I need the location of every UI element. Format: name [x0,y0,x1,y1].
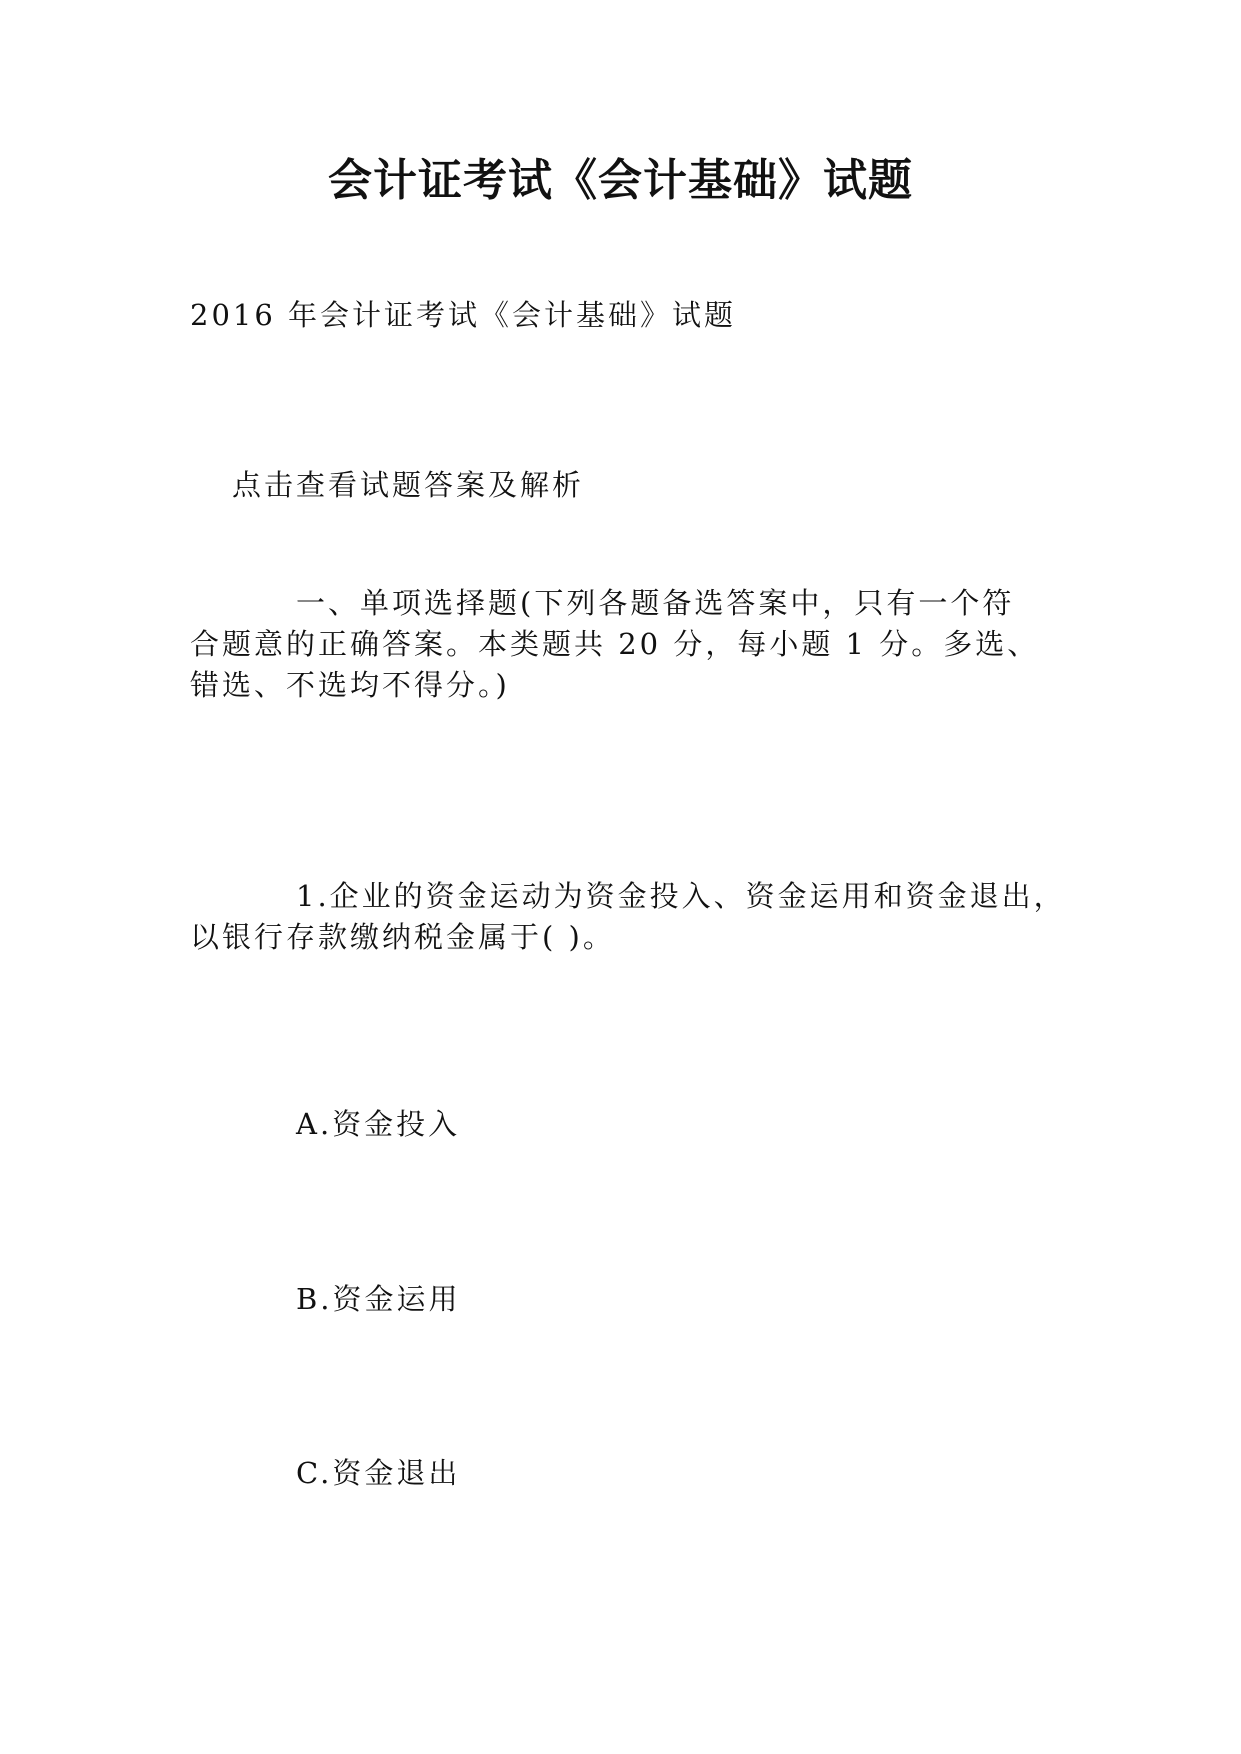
section-heading-line: 错选、不选均不得分。) [190,668,510,702]
section-heading-line: 合题意的正确答案。本类题共 20 分，每小题 1 分。多选、 [190,627,1040,661]
option-c: C.资金退出 [296,1456,461,1490]
section-heading [190,583,1060,706]
question-text-line: 1.企业的资金运动为资金投入、资金运用和资金退出， [296,879,1066,913]
section-heading-line: 一、单项选择题(下列各题备选答案中，只有一个符 [296,586,1015,620]
document-subtitle: 2016 年会计证考试《会计基础》试题 [190,298,737,332]
document-title: 会计证考试《会计基础》试题 [328,155,913,206]
answer-link[interactable]: 点击查看试题答案及解析 [232,468,585,502]
question-text-line: 以银行存款缴纳税金属于( )。 [190,920,615,954]
question-1 [190,876,1066,958]
option-a: A.资金投入 [296,1107,461,1141]
option-b: B.资金运用 [296,1282,461,1316]
